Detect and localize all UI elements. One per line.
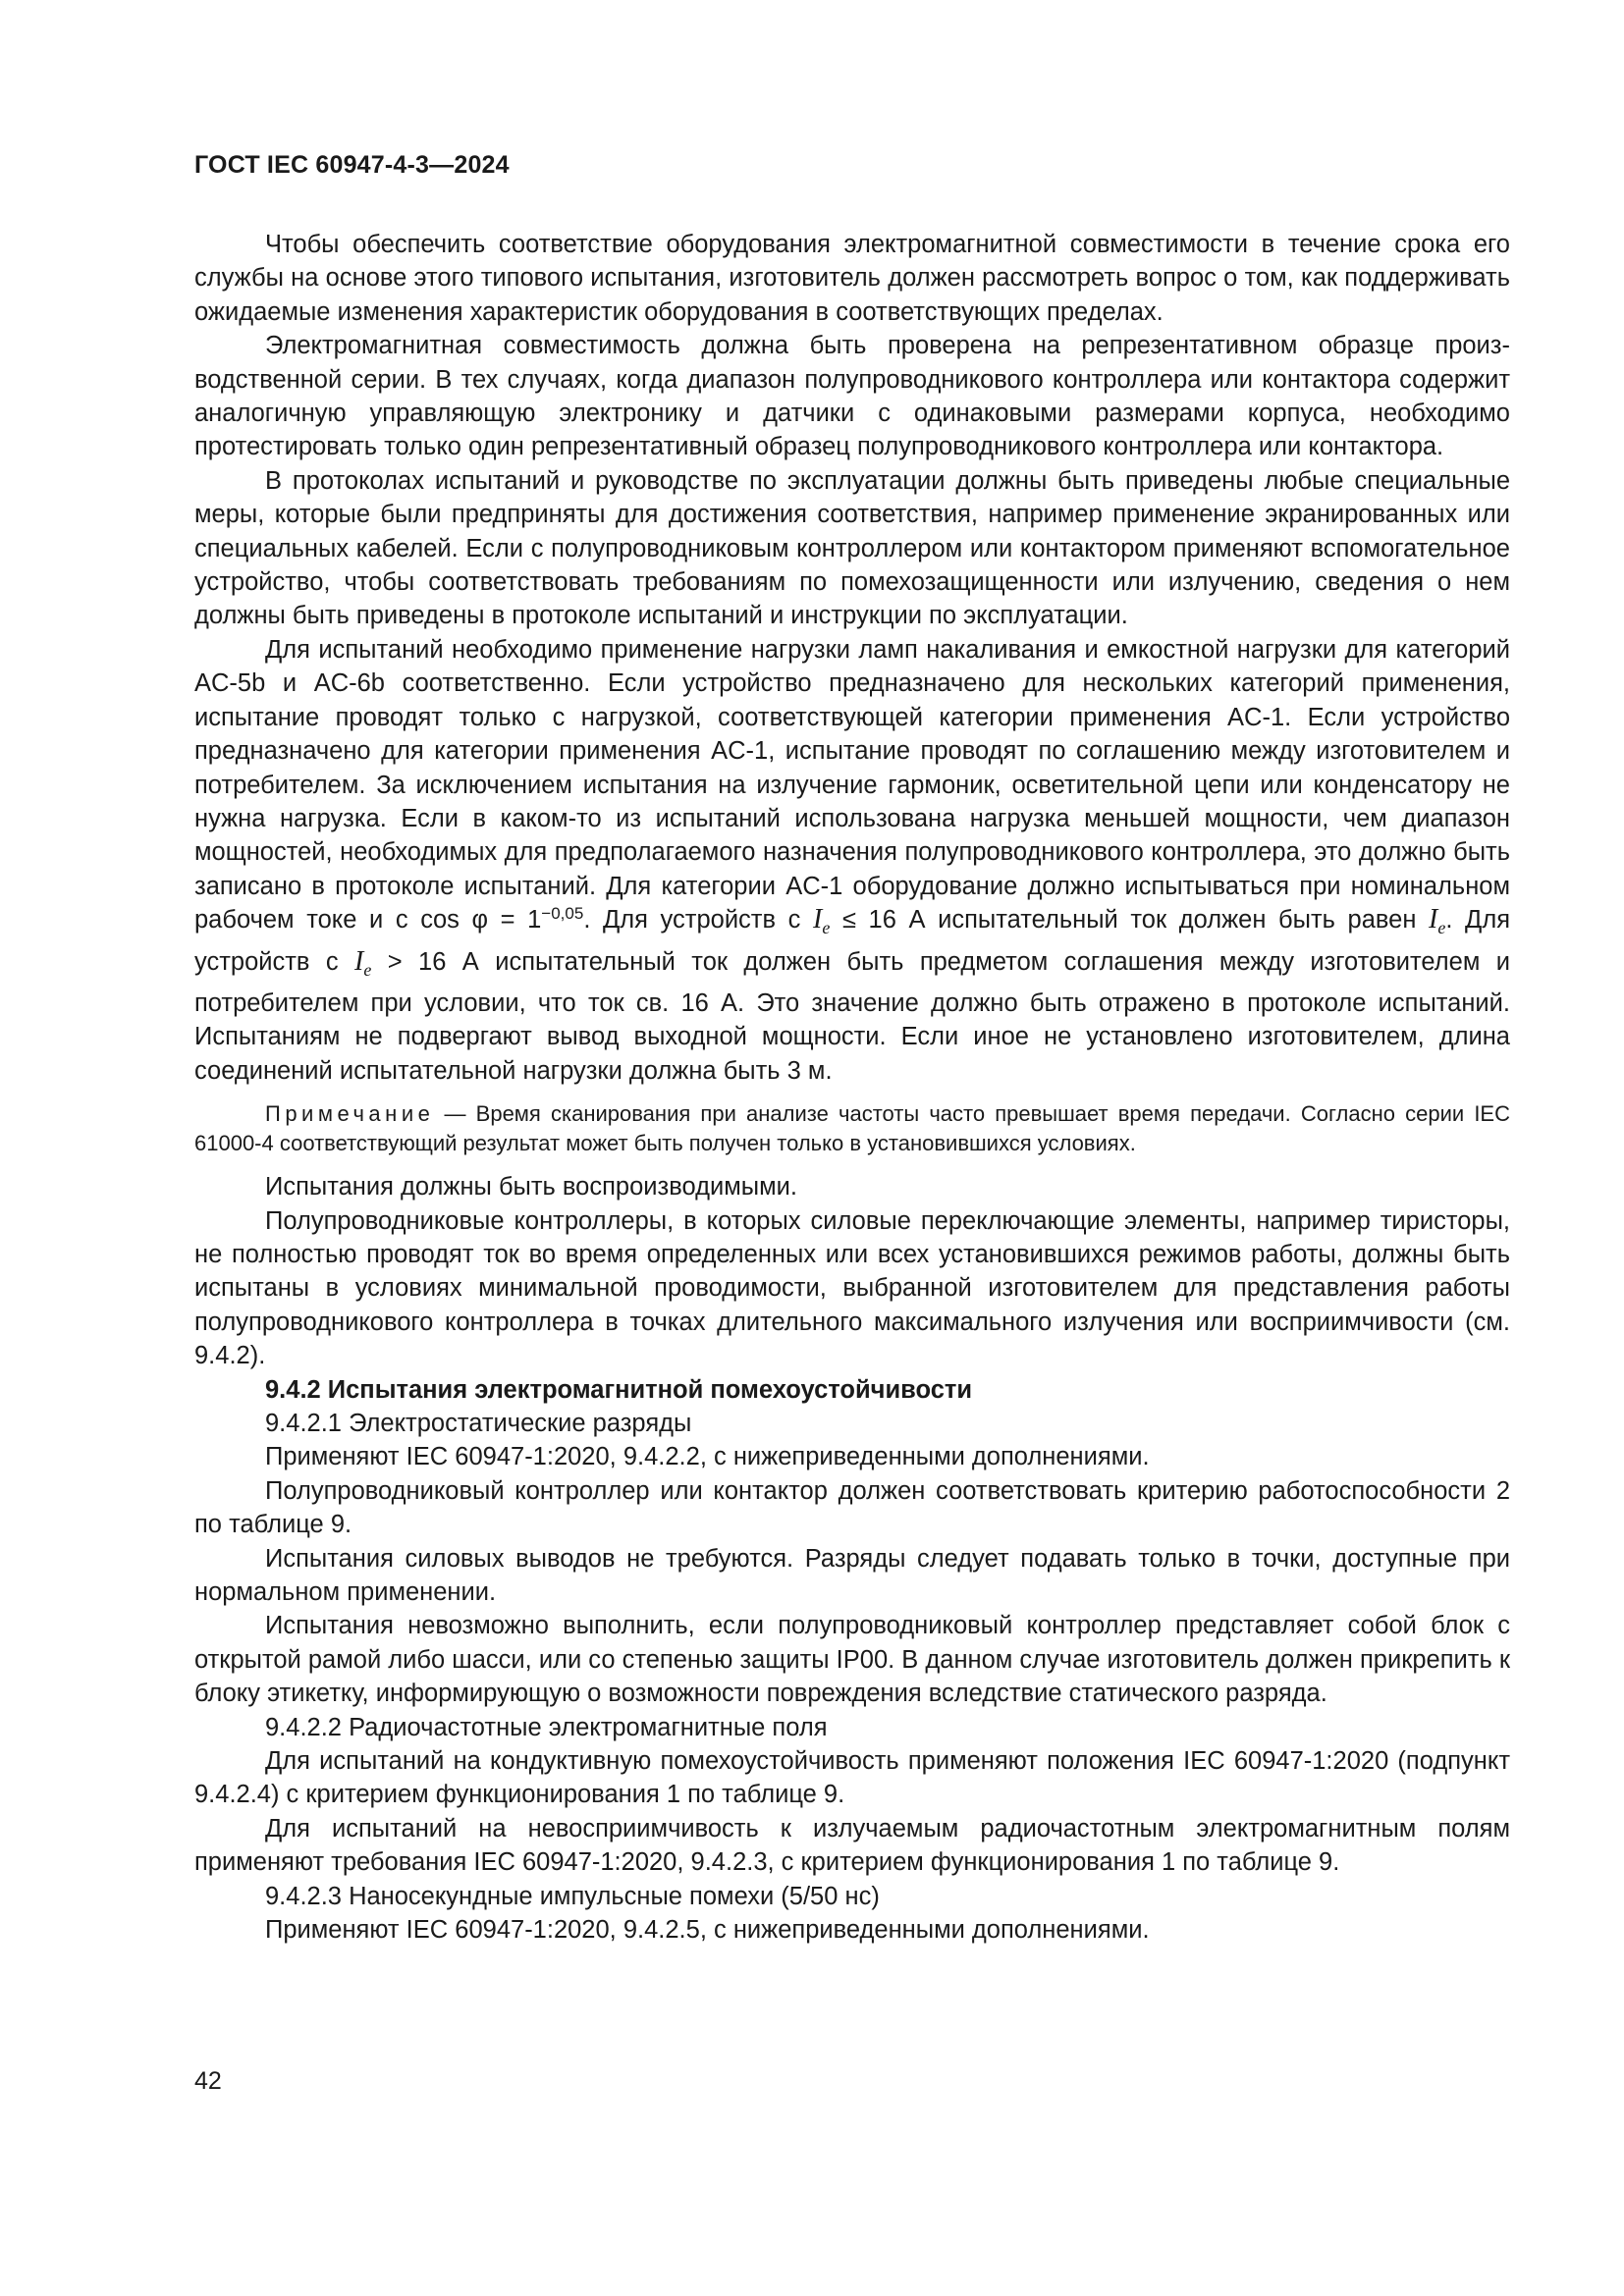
document-body (194, 228, 1510, 1948)
paragraph: Применяют IEC 60947-1:2020, 9.4.2.5, с нижеприведенными дополнениями. (265, 1916, 1150, 1945)
paragraph: Для испытаний на кондуктивную помехоустойчивость применяют положения IEC 60947-1:2020 (подпункт 9.4.2.4) с критерием функционирования 1 по таблице 9. (194, 1747, 1510, 1809)
subsection-heading-9-4-2-3: 9.4.2.3 Наносекундные импульсные помехи (5/50 нс) (265, 1882, 880, 1910)
paragraph: Для испытаний на невосприимчивость к излучаемым радиочастотным электромагнитным полям применяют требования IEC 60947-1:2020, 9.4.2.3, с критерием функционирования 1 по таблице 9. (194, 1814, 1510, 1877)
tolerance-superscript: −0,05 (541, 904, 584, 924)
symbol-ie: $I_e$ (813, 904, 831, 938)
paragraph: Испытания силовых выводов не требуются. Разряды следует подавать только в точки, доступные при нормальном применении. (194, 1544, 1510, 1607)
subsection-heading-9-4-2-1: 9.4.2.1 Электростатические разряды (265, 1410, 692, 1437)
paragraph: В протоколах испытаний и руководстве по эксплуатации должны быть приведены любые специальные меры, которые были предприняты для достижения соответствия, например применение экранированных или специальных кабелей. Если с полупроводниковым контроллером или контактором применяют вспомогательное устройство, чтобы соответствовать требованиям по помехозащищенности или излучению, сведения о нем должны быть приведены в протоколе испытаний и инструкции по эксплуатации. (194, 466, 1510, 630)
paragraph: Полупроводниковый контроллер или контактор должен соответствовать критерию работоспособности 2 по таблице 9. (194, 1476, 1510, 1539)
text-run: ≤ 16 А испытательный ток должен быть равен (830, 906, 1430, 934)
note-text: — Время сканирования при анализе частоты часто превышает время передачи. Согласно серии IEC 61000-4 соответствующий результат может быть получен только в установившихся условиях. (194, 1101, 1510, 1156)
text-run: > 16 А испытательный ток должен быть предметом соглашения между изготовителем и потребителем при условии, что ток св. 16 А. Это значение должно быть отражено в протоколе испытаний. Испытаниям не подвергают вывод выходной мощности. Если иное не установлено изготовителем, длина соединений испытательной нагрузки должна быть 3 м. (194, 947, 1510, 1085)
note (194, 1099, 1510, 1158)
page-number: 42 (194, 2067, 222, 2095)
document-header: ГОСТ IEC 60947-4-3—2024 (194, 151, 510, 179)
note-label: Примечание (265, 1101, 435, 1127)
paragraph: Применяют IEC 60947-1:2020, 9.4.2.2, с нижеприведенными дополнениями. (265, 1443, 1150, 1471)
text-run: Для испытаний необходимо применение нагрузки ламп накаливания и емкостной нагрузки для категорий AC-5b и AC-6b соответственно. Если устройство предназначено для нескольких категорий применения, испытание проводят только с нагрузкой, соответствующей категории применения AC-1. Если устройство предназначено для категории применения AC-1, испытание проводят по соглашению между изготовителем и потребителем. За исключением испытания на излучение гармоник, осветительной цепи или конденсатору не нужна нагрузка. Если в каком-то из испытаний использована нагрузка меньшей мощности, чем диапазон мощностей, необходимых для предполагаемого назначения полупроводникового контроллера, это должно быть записано в протоколе испытаний. Для категории AC-1 оборудование должно испытываться при номинальном рабочем токе и с cos φ = 1 (194, 635, 1510, 934)
paragraph: Электромагнитная совместимость должна быть проверена на репрезентативном образце производственной серии. В тех случаях, когда диапазон полупроводникового контроллера или контактора содержит аналогичную управляющую электронику и датчики с одинаковыми размерами корпуса, необходимо протестировать только один репрезентативный образец полупроводникового контроллера или контактора. (194, 332, 1510, 461)
symbol-ie: $I_e$ (354, 945, 372, 980)
symbol-ie: $I_e$ (1429, 904, 1446, 938)
paragraph: Полупроводниковые контроллеры, в которых силовые переключающие элементы, например тиристоры, не полностью проводят ток во время определенных или всех установившихся режимов работы, должны быть испытаны в условиях минимальной проводимости, выбранной изготовителем для представления работы полупроводникового контроллера в точках длительного максимального излучения или восприимчивости (см. 9.4.2). (194, 1206, 1510, 1370)
paragraph: Испытания должны быть воспроизводимыми. (265, 1173, 797, 1201)
section-heading-9-4-2: 9.4.2 Испытания электромагнитной помехоустойчивости (265, 1375, 973, 1404)
paragraph: Испытания невозможно выполнить, если полупроводниковый контроллер представляет собой блок с открытой рамой либо шасси, или со степенью защиты IP00. В данном случае изготовитель должен прикрепить к блоку этикетку, информирующую о возможности повреждения вследствие статического разряда. (194, 1612, 1510, 1708)
text-run: . Для устройств с (583, 906, 813, 934)
text-run: . Для устройств с (194, 906, 1511, 976)
paragraph-load-requirements (194, 633, 1510, 1088)
subsection-heading-9-4-2-2: 9.4.2.2 Радиочастотные электромагнитные поля (265, 1713, 828, 1741)
paragraph: Чтобы обеспечить соответствие оборудования электромагнитной совместимости в течение срока его службы на основе этого типового испытания, изготовитель должен рассмотреть вопрос о том, как поддерживать ожидаемые изменения характеристик оборудования в соответствующих пределах. (194, 231, 1510, 326)
